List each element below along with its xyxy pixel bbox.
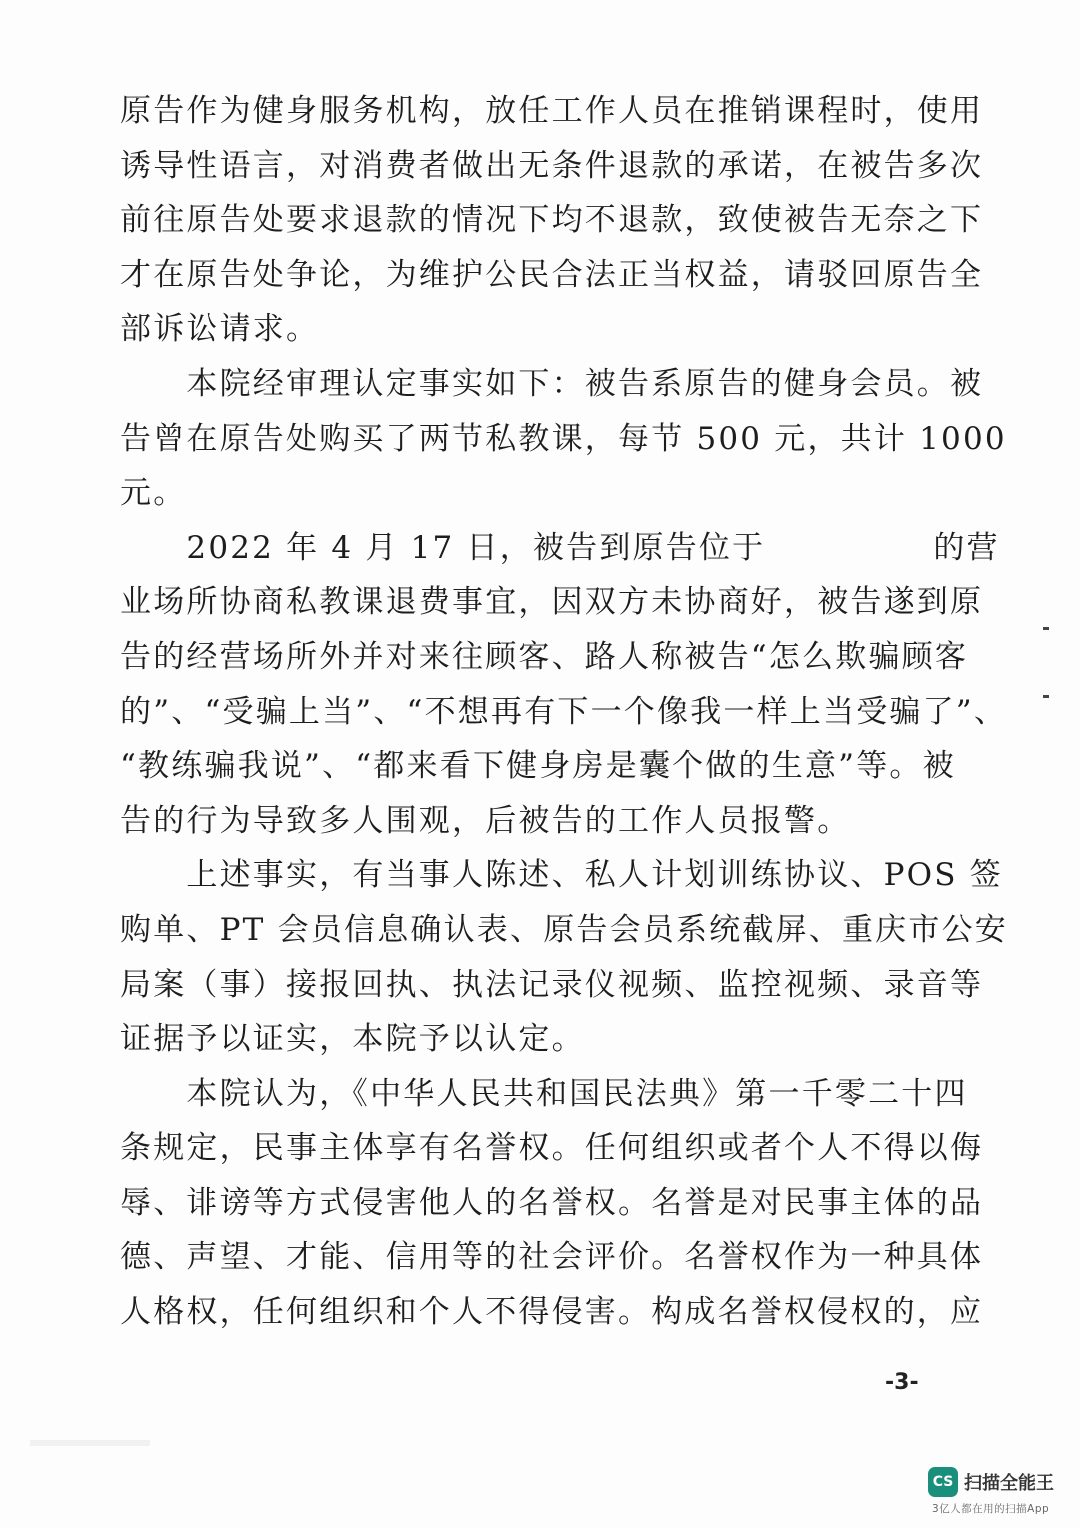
text-line: 局案（事）接报回执、执法记录仪视频、监控视频、录音等 <box>120 966 984 1003</box>
text-line: 德、声望、才能、信用等的社会评价。名誉权作为一种具体 <box>120 1239 984 1276</box>
text-line: 前往原告处要求退款的情况下均不退款，致使被告无奈之下 <box>120 202 984 239</box>
text-line: 上述事实，有当事人陈述、私人计划训练协议、POS 签 <box>120 857 1003 894</box>
text-line: 条规定，民事主体享有名誉权。任何组织或者个人不得以侮 <box>120 1130 984 1167</box>
camscanner-logo-icon: CS <box>928 1467 958 1497</box>
redacted-address <box>765 557 933 558</box>
text-line: 告的行为导致多人围观，后被告的工作人员报警。 <box>120 802 851 839</box>
text-line: 购单、PT 会员信息确认表、原告会员系统截屏、重庆市公安 <box>120 911 1008 948</box>
watermark-title: 扫描全能王 <box>964 1473 1054 1494</box>
text-line: 诱导性语言，对消费者做出无条件退款的承诺，在被告多次 <box>120 147 984 184</box>
document-body <box>120 84 1008 1340</box>
text-line: 部诉讼请求。 <box>120 311 320 348</box>
scanner-watermark <box>928 1465 1068 1515</box>
text-line: 人格权，任何组织和个人不得侵害。构成名誉权侵权的，应 <box>120 1294 984 1331</box>
text-segment: 2022 年 4 月 17 日，被告到原告位于 <box>120 529 766 566</box>
text-line: 证据予以证实，本院予以认定。 <box>120 1021 585 1058</box>
page-number: -3- <box>885 1370 919 1395</box>
text-line: 告曾在原告处购买了两节私教课，每节 500 元，共计 1000 <box>120 420 1007 457</box>
text-segment: 的营 <box>933 529 1000 566</box>
text-line: 原告作为健身服务机构，放任工作人员在推销课程时，使用 <box>120 93 984 129</box>
text-line: 本院经审理认定事实如下：被告系原告的健身会员。被 <box>120 365 984 402</box>
text-line: 元。 <box>120 475 187 512</box>
scan-mark <box>1043 627 1049 630</box>
text-line: 业场所协商私教课退费事宜，因双方未协商好，被告遂到原 <box>120 584 984 621</box>
text-line: 的”、“受骗上当”、“不想再有下一个像我一样上当受骗了”、 <box>120 693 1008 730</box>
text-line: 才在原告处争论，为维护公民合法正当权益，请驳回原告全 <box>120 256 984 293</box>
text-line: 本院认为，《中华人民共和国民法典》第一千零二十四 <box>120 1075 968 1112</box>
watermark-subtitle: 3亿人都在用的扫描App <box>932 1503 1050 1515</box>
text-line-with-redaction <box>120 521 1000 576</box>
scan-mark <box>1043 695 1049 698</box>
text-line: 辱、诽谤等方式侵害他人的名誉权。名誉是对民事主体的品 <box>120 1184 984 1221</box>
scan-smudge <box>30 1440 150 1446</box>
text-line: 告的经营场所外并对来往顾客、路人称被告“怎么欺骗顾客 <box>120 638 969 675</box>
text-line: “教练骗我说”、“都来看下健身房是囊个做的生意”等。被 <box>120 748 956 785</box>
